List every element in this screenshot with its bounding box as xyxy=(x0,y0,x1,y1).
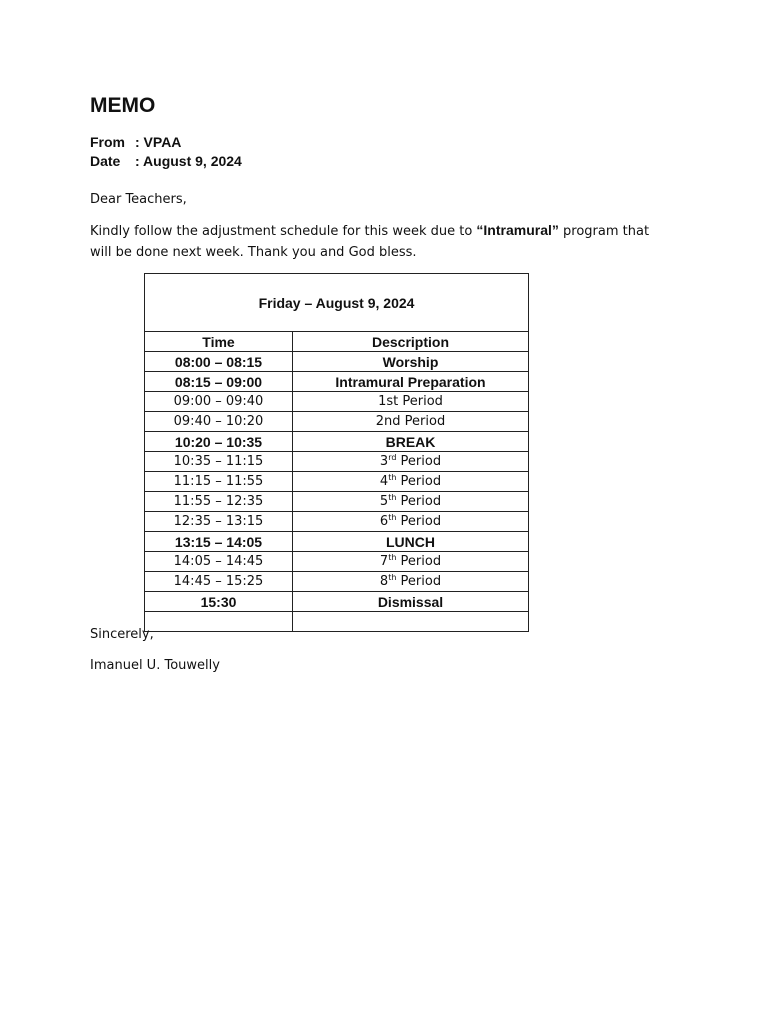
description-cell: BREAK xyxy=(293,432,529,452)
ordinal-suffix: th xyxy=(388,572,397,582)
description-cell: Intramural Preparation xyxy=(293,372,529,392)
body-text-end: program that will be done next week. Thank you and God bless. xyxy=(90,224,650,260)
from-label: From xyxy=(90,134,125,150)
table-row xyxy=(145,412,529,432)
time-cell: 14:45 – 15:25 xyxy=(145,572,293,592)
schedule-heading: Friday – August 9, 2024 xyxy=(145,274,529,332)
table-row xyxy=(145,392,529,412)
description-cell xyxy=(293,472,529,492)
empty-cell xyxy=(293,612,529,632)
table-row xyxy=(145,352,529,372)
period-number: 5 xyxy=(379,493,389,509)
table-row xyxy=(145,372,529,392)
ordinal-suffix: th xyxy=(388,472,397,482)
time-cell: 08:15 – 09:00 xyxy=(145,372,293,392)
time-cell: 09:00 – 09:40 xyxy=(145,392,293,412)
period-number: 6 xyxy=(379,513,389,529)
description-cell xyxy=(293,572,529,592)
period-number: 4 xyxy=(379,473,389,489)
description-cell: 1st Period xyxy=(293,392,529,412)
from-line xyxy=(90,133,680,152)
description-cell xyxy=(293,452,529,472)
period-number: 8 xyxy=(379,573,389,589)
description-cell: 2nd Period xyxy=(293,412,529,432)
greeting: Dear Teachers, xyxy=(90,192,187,207)
description-cell: LUNCH xyxy=(293,532,529,552)
period-label: Period xyxy=(396,453,442,469)
table-row xyxy=(145,432,529,452)
date-value: : August 9, 2024 xyxy=(135,153,242,169)
time-cell: 15:30 xyxy=(145,592,293,612)
ordinal-suffix: th xyxy=(388,552,397,562)
description-cell: Worship xyxy=(293,352,529,372)
table-row xyxy=(145,552,529,572)
table-row xyxy=(145,492,529,512)
time-cell: 10:35 – 11:15 xyxy=(145,452,293,472)
period-label: Period xyxy=(396,493,442,509)
time-cell: 13:15 – 14:05 xyxy=(145,532,293,552)
period-label: Period xyxy=(396,573,442,589)
period-number: 3 xyxy=(379,453,389,469)
table-row xyxy=(145,592,529,612)
time-cell: 14:05 – 14:45 xyxy=(145,552,293,572)
time-cell: 09:40 – 10:20 xyxy=(145,412,293,432)
time-cell: 08:00 – 08:15 xyxy=(145,352,293,372)
period-label: Period xyxy=(396,513,442,529)
ordinal-suffix: th xyxy=(388,492,397,502)
empty-cell xyxy=(145,612,293,632)
time-cell: 10:20 – 10:35 xyxy=(145,432,293,452)
date-label: Date xyxy=(90,153,121,169)
period-label: Period xyxy=(396,553,442,569)
table-row xyxy=(145,572,529,592)
signature-name: Imanuel U. Touwelly xyxy=(90,658,220,673)
ordinal-suffix: rd xyxy=(388,452,397,462)
time-cell: 12:35 – 13:15 xyxy=(145,512,293,532)
table-row xyxy=(145,512,529,532)
memo-document xyxy=(90,92,680,263)
schedule-table xyxy=(144,273,529,632)
body-text-start: Kindly follow the adjustment schedule for this week due to xyxy=(90,224,477,239)
time-cell: 11:15 – 11:55 xyxy=(145,472,293,492)
period-label: Period xyxy=(396,473,442,489)
column-header-description: Description xyxy=(293,332,529,352)
description-cell xyxy=(293,552,529,572)
table-row xyxy=(145,452,529,472)
description-cell xyxy=(293,492,529,512)
closing: Sincerely, xyxy=(90,627,154,642)
memo-body xyxy=(90,220,670,263)
empty-row xyxy=(145,612,529,632)
description-cell xyxy=(293,512,529,532)
table-row xyxy=(145,472,529,492)
table-row xyxy=(145,532,529,552)
body-emphasis: “Intramural” xyxy=(476,222,559,238)
ordinal-suffix: th xyxy=(388,512,397,522)
description-cell: Dismissal xyxy=(293,592,529,612)
from-value: : VPAA xyxy=(135,134,182,150)
time-cell: 11:55 – 12:35 xyxy=(145,492,293,512)
period-number: 7 xyxy=(379,553,389,569)
memo-title: MEMO xyxy=(90,94,156,117)
date-line xyxy=(90,152,680,171)
column-header-time: Time xyxy=(145,332,293,352)
